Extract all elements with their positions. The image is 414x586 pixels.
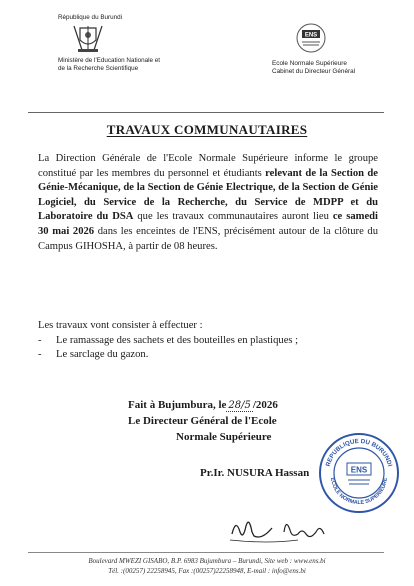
tasks-list	[38, 334, 378, 362]
place-date	[128, 398, 278, 413]
ministry-line-1: Ministère de l'Education Nationale et	[58, 57, 161, 64]
svg-text:ECOLE NORMALE SUPERIEURE	[329, 477, 389, 506]
list-item: - Le sarclage du gazon.	[38, 348, 378, 362]
country-name: République du Burundi	[57, 14, 123, 21]
tasks-intro: Les travaux vont consister à effectuer :	[38, 320, 203, 331]
footer-address: Boulevard MWEZI GISABO, B.P. 6983 Bujumbura – Burundi, Site web : www.ens.bi	[88, 557, 326, 565]
paragraph-part-3: que les travaux communautaires auront lieu	[133, 211, 333, 223]
stamp-top-text: REPUBLIQUE DU BURUNDI	[324, 437, 394, 468]
school-line-2: Cabinet du Directeur Général	[272, 68, 356, 75]
handwritten-date: 28/5	[228, 400, 251, 411]
paragraph-part-5: dans les enceintes de l'ENS, précisément autour de la clôture du Campus GIHOSHA, à partir de 08 heures.	[38, 225, 378, 252]
signatory-name: Pr.Ir. NUSURA Hassan	[200, 467, 310, 479]
place-date-label: Fait à Bujumbura, le	[128, 399, 227, 411]
notice-paragraph	[38, 152, 378, 254]
official-stamp-icon	[318, 432, 400, 514]
paragraph-units: relevant de la Section de Génie-Mécanique, de la Section de Génie Electrique, de la Section de Génie Logiciel, du Service de la Recherche, du Service de MDPP et du Laboratoire du DSA	[38, 167, 378, 223]
list-item: - Le ramassage des sachets et des bouteilles en plastiques ;	[38, 334, 378, 348]
document-title: TRAVAUX COMMUNAUTAIRES	[106, 122, 308, 137]
footer-phone-email: Tél. :(00257) 22258945, Fax :(00257)22258948, E-mail : info@ens.bi	[108, 567, 306, 575]
paragraph-part-1: La Direction Générale de l'Ecole Normale Supérieure informe le groupe constitué par les membres du personnel et étudiants	[38, 153, 378, 179]
signatory-title-1: Le Directeur Général de l'Ecole	[128, 415, 277, 427]
signatory-title-2: Normale Supérieure	[176, 431, 272, 443]
coat-of-arms-icon	[70, 24, 106, 54]
ministry-line-2: de la Recherche Scientifique	[58, 65, 139, 72]
ens-logo-icon	[294, 22, 328, 54]
header-divider	[28, 112, 384, 113]
stamp-center-text: ENS	[350, 465, 368, 475]
ministry-name	[30, 57, 200, 73]
school-line-1: Ecole Normale Supérieure	[272, 60, 347, 67]
date-year: /2026	[252, 399, 278, 411]
footer-divider	[28, 552, 384, 553]
list-item-text: Le sarclage du gazon.	[56, 349, 149, 361]
ens-logo-text: ENS	[304, 32, 318, 39]
school-name	[272, 60, 402, 76]
footer-contact	[0, 556, 414, 576]
list-item-text: Le ramassage des sachets et des bouteilles en plastiques ;	[56, 335, 299, 346]
stamp-bottom-text: ECOLE NORMALE SUPERIEURE	[329, 477, 389, 507]
paragraph-date: ce samedi 30 mai 2026	[38, 211, 378, 237]
handwritten-signature-icon	[228, 510, 338, 546]
